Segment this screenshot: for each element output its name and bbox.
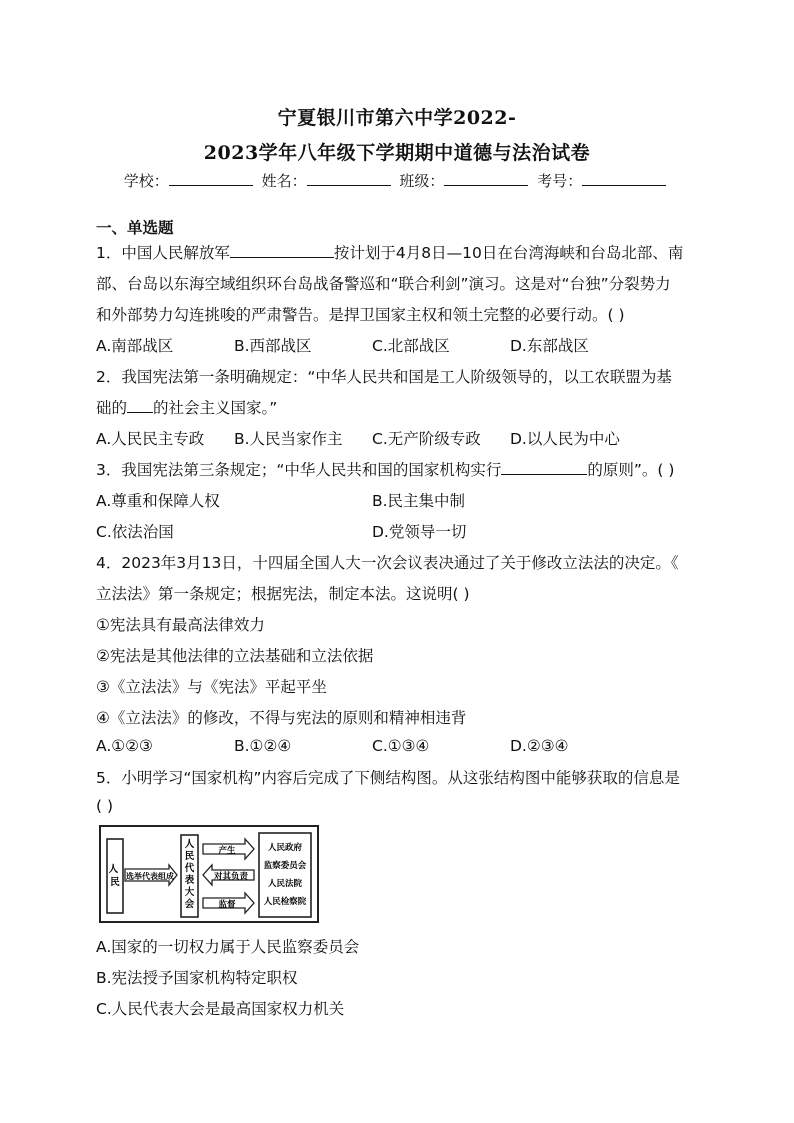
q3-line-1	[96, 458, 674, 480]
exam-no-label: 考号：	[537, 172, 583, 190]
elect-label: 选举代表组成	[126, 871, 174, 881]
name-label: 姓名：	[261, 172, 307, 190]
produce-label: 产生	[218, 846, 236, 856]
school-label: 学校：	[123, 172, 169, 190]
q5-option-b[interactable]: B.宪法授予国家机构特定职权	[96, 969, 298, 987]
q3-option-b[interactable]: B.民主集中制	[372, 492, 466, 510]
q1-option-a[interactable]: A.南部战区	[96, 337, 174, 355]
class-label: 班级：	[399, 172, 445, 190]
name-blank[interactable]	[307, 171, 391, 186]
q1-option-b[interactable]: B.西部战区	[234, 337, 312, 355]
q3-blank	[501, 460, 587, 475]
organ-supervisory-commission: 监察委员会	[263, 861, 307, 871]
q2-option-c[interactable]: C.无产阶级专政	[372, 430, 481, 448]
q4-item-2: ②宪法是其他法律的立法基础和立法依据	[96, 647, 374, 665]
q3-text-b: 的原则”。( )	[587, 461, 675, 479]
people-char-2: 民	[110, 877, 120, 888]
q4-line-2: 立法法》第一条规定；根据宪法，制定本法。这说明( )	[96, 585, 470, 603]
q1-text-a: 1．中国人民解放军	[96, 244, 230, 262]
organ-procuratorate: 人民检察院	[263, 897, 307, 907]
q3-option-a[interactable]: A.尊重和保障人权	[96, 492, 220, 510]
q2-line-2	[96, 396, 277, 418]
q1-line-1	[96, 241, 683, 263]
exam-no-blank[interactable]	[582, 171, 666, 186]
class-blank[interactable]	[444, 171, 528, 186]
responsible-label: 对其负责	[213, 872, 249, 882]
q4-line-1: 4．2023年3月13日，十四届全国人大一次会议表决通过了关于修改立法法的决定。《	[96, 554, 679, 572]
people-char-1: 人	[108, 864, 119, 875]
q4-option-c[interactable]: C.①③④	[372, 737, 430, 755]
people-box	[107, 839, 123, 913]
organ-court: 人民法院	[267, 879, 303, 889]
title-line-1: 宁夏银川市第六中学2022-	[277, 107, 517, 129]
q2-option-b[interactable]: B.人民当家作主	[234, 430, 343, 448]
q4-option-b[interactable]: B.①②④	[234, 737, 292, 755]
q1-blank	[230, 243, 334, 258]
q2-option-a[interactable]: A.人民民主专政	[96, 430, 205, 448]
q2-text-a: 础的	[96, 399, 128, 417]
q4-option-a[interactable]: A.①②③	[96, 737, 153, 755]
q3-option-c[interactable]: C.依法治国	[96, 523, 174, 541]
state-organs-structure-diagram	[99, 825, 319, 923]
school-blank[interactable]	[169, 171, 253, 186]
q5-option-a[interactable]: A.国家的一切权力属于人民监察委员会	[96, 938, 360, 956]
q1-line-3: 和外部势力勾连挑唆的严肃警告。是捍卫国家主权和领土完整的必要行动。( )	[96, 306, 625, 324]
q1-line-2: 部、台岛以东海空域组织环台岛战备警巡和“联合利剑”演习。这是对“台独”分裂势力	[96, 275, 671, 293]
q1-option-c[interactable]: C.北部战区	[372, 337, 450, 355]
q3-text-a: 3．我国宪法第三条规定；“中华人民共和国的国家机构实行	[96, 461, 502, 479]
q2-blank	[127, 398, 153, 413]
q1-text-b: 按计划于4月8日—10日在台湾海峡和台岛北部、南	[333, 244, 684, 262]
section-title: 一、单选题	[96, 219, 174, 237]
q2-text-b: 的社会主义国家。”	[153, 399, 278, 417]
student-info-row	[0, 170, 794, 191]
q4-item-4: ④《立法法》的修改，不得与宪法的原则和精神相违背	[96, 709, 467, 727]
q2-option-d[interactable]: D.以人民为中心	[510, 430, 620, 448]
q5-line-1: 5．小明学习“国家机构”内容后完成了下侧结构图。从这张结构图中能够获取的信息是	[96, 769, 680, 787]
q4-option-d[interactable]: D.②③④	[510, 737, 569, 755]
supervise-label: 监督	[218, 900, 236, 910]
q5-option-c[interactable]: C.人民代表大会是最高国家权力机关	[96, 1000, 345, 1018]
q4-item-3: ③《立法法》与《宪法》平起平坐	[96, 678, 327, 696]
title-line-2: 2023学年八年级下学期期中道德与法治试卷	[203, 142, 591, 164]
npc-label: 人民代表大会	[184, 839, 195, 910]
q1-option-d[interactable]: D.东部战区	[510, 337, 589, 355]
q5-line-2: ( )	[96, 797, 114, 815]
q3-option-d[interactable]: D.党领导一切	[372, 523, 467, 541]
organ-government: 人民政府	[267, 843, 303, 853]
q2-line-1: 2．我国宪法第一条明确规定：“中华人民共和国是工人阶级领导的，以工农联盟为基	[96, 368, 672, 386]
q4-item-1: ①宪法具有最高法律效力	[96, 616, 265, 634]
